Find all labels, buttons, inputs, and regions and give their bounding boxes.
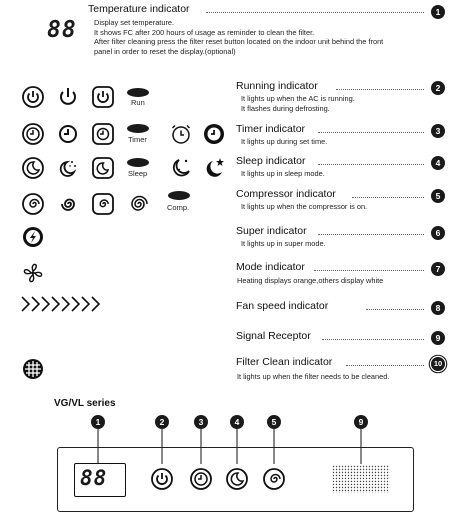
callout-badge: 5 <box>267 415 281 429</box>
moon-stars-icon <box>57 157 79 179</box>
series-title: VG/VL series <box>54 398 116 409</box>
callout-badge: 3 <box>431 124 445 138</box>
filter-grid-icon <box>22 358 44 380</box>
fan-mode-icon <box>22 262 44 284</box>
super-icon <box>22 226 44 248</box>
indicator-title: Mode indicator <box>236 261 305 273</box>
callout-badge: 4 <box>230 415 244 429</box>
callout-badge: 8 <box>431 301 445 315</box>
clock-filled-icon <box>203 123 225 145</box>
run-indicator-pill <box>127 88 149 97</box>
temperature-digits: 88 <box>47 17 77 43</box>
callout-badge: 9 <box>431 331 445 345</box>
power-ring-icon <box>22 86 44 108</box>
spiral-plain-icon <box>127 193 149 215</box>
sleep-indicator-pill <box>127 158 149 167</box>
leader-dots <box>366 309 424 310</box>
leader-dots <box>346 365 424 366</box>
indicator-desc: Display set temperature. <box>94 18 175 27</box>
run-label: Run <box>131 98 145 107</box>
spiral-icon <box>57 193 79 215</box>
indicator-desc: panel in order to reset the display.(optional) <box>94 46 236 56</box>
indicator-desc: Heating displays orange,others display white <box>237 276 384 285</box>
indicator-title: Compressor indicator <box>236 188 336 200</box>
spiral-ring-icon <box>22 193 44 215</box>
chevrons-icon <box>20 295 106 313</box>
panel-temp-digits: 88 <box>80 466 108 490</box>
indicator-desc: It shows FC after 200 hours of usage as reminder to clean the filter. <box>94 27 315 37</box>
indicator-desc: It lights up when the compressor is on. <box>241 202 368 211</box>
signal-receptor-grille <box>332 465 390 493</box>
panel-timer-icon <box>190 468 212 490</box>
indicator-title: Temperature indicator <box>88 3 190 15</box>
indicator-desc: It lights up in sleep mode. <box>241 169 325 178</box>
indicator-title: Super indicator <box>236 225 307 237</box>
callout-badge: 3 <box>194 415 208 429</box>
power-square-icon <box>92 86 114 108</box>
callout-badge: 2 <box>431 81 445 95</box>
comp-label: Comp. <box>167 203 190 212</box>
panel-power-icon <box>151 468 173 490</box>
indicator-title: Signal Receptor <box>236 330 311 342</box>
callout-badge: 10 <box>431 357 445 371</box>
clock-square-icon <box>92 123 114 145</box>
alarm-clock-icon <box>170 123 192 145</box>
comp-indicator-pill <box>168 191 190 200</box>
indicator-title: Filter Clean indicator <box>236 356 333 368</box>
callout-badge: 9 <box>354 415 368 429</box>
power-icon <box>57 86 79 108</box>
indicator-title: Sleep indicator <box>236 155 306 167</box>
leader-dots <box>322 339 424 340</box>
leader-dots <box>318 234 424 235</box>
leader-dots <box>318 132 424 133</box>
moon-star-filled-icon <box>203 157 225 179</box>
indicator-desc: It lights up during set time. <box>241 137 328 146</box>
timer-indicator-pill <box>127 124 149 133</box>
moon-square-icon <box>92 157 114 179</box>
timer-label: Timer <box>128 135 147 144</box>
indicator-desc: It flashes during defrosting. <box>241 103 330 113</box>
indicator-title: Timer indicator <box>236 123 306 135</box>
leader-dots <box>318 164 424 165</box>
indicator-desc: It lights up when the AC is running. <box>241 94 355 103</box>
panel-sleep-icon <box>226 468 248 490</box>
callout-badge: 4 <box>431 156 445 170</box>
indicator-title: Fan speed indicator <box>236 300 329 312</box>
indicator-desc: It lights up in super mode. <box>241 239 326 248</box>
indicator-desc: After filter cleaning press the filter reset button located on the indoor unit behind the front <box>94 37 384 46</box>
leader-dots <box>352 197 424 198</box>
leader-dots <box>206 12 424 13</box>
sleep-label: Sleep <box>128 169 148 178</box>
spiral-square-icon <box>92 193 114 215</box>
callout-badge: 7 <box>431 262 445 276</box>
indicator-desc: It lights up when the filter needs to be cleaned. <box>237 372 390 381</box>
sleep-face-icon <box>170 157 192 179</box>
callout-badge: 1 <box>91 415 105 429</box>
panel-compressor-icon <box>263 468 285 490</box>
clock-icon <box>57 123 79 145</box>
indicator-title: Running indicator <box>236 80 318 92</box>
clock-ring-icon <box>22 123 44 145</box>
callout-badge: 6 <box>431 226 445 240</box>
leader-dots <box>314 270 424 271</box>
moon-ring-icon <box>22 157 44 179</box>
callout-badge: 2 <box>155 415 169 429</box>
leader-dots <box>336 89 424 90</box>
callout-badge: 5 <box>431 189 445 203</box>
callout-badge: 1 <box>431 5 445 19</box>
